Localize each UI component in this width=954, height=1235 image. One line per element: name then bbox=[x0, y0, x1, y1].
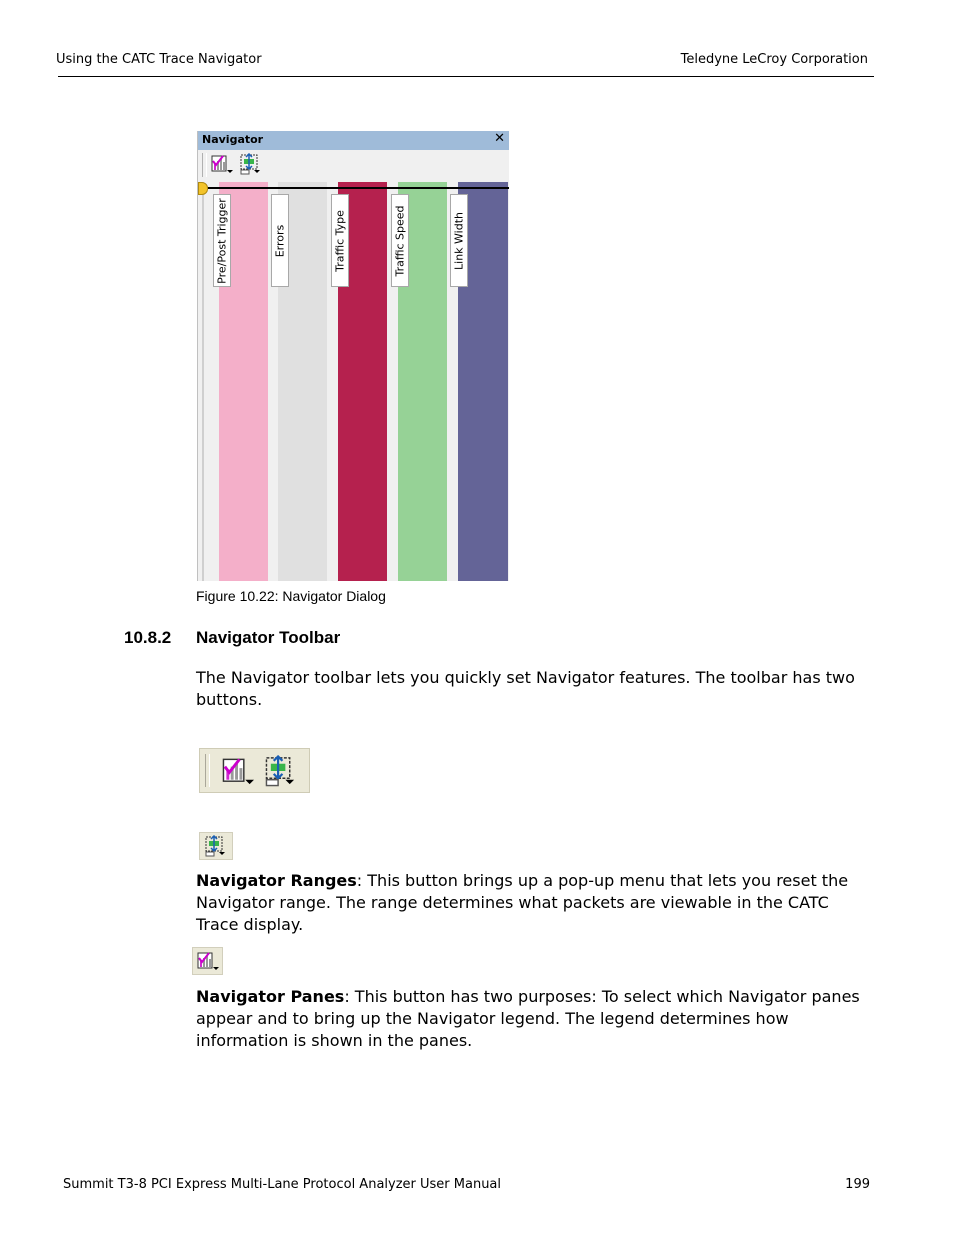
navigator-title: Navigator bbox=[202, 133, 264, 146]
navigator-panes-icon[interactable] bbox=[210, 153, 234, 175]
section-number: 10.8.2 bbox=[124, 628, 172, 647]
footer-manual-title: Summit T3-8 PCI Express Multi-Lane Protocol Analyzer User Manual bbox=[63, 1177, 502, 1192]
pane-tab-traffic-speed[interactable] bbox=[391, 194, 409, 287]
pane-tab-pre-post-trigger[interactable] bbox=[213, 194, 231, 287]
navigator-ranges-icon[interactable] bbox=[263, 755, 299, 787]
navigator-ranges-icon bbox=[204, 835, 228, 857]
pane-divider bbox=[202, 182, 204, 581]
pane-tab-traffic-type[interactable] bbox=[331, 194, 349, 287]
navigator-dialog bbox=[197, 131, 509, 581]
navigator-panes-text: : This button has two purposes: To select which Navigator panes appear and to bring up the Navigator legend. The legend determines how information is shown in the panes. bbox=[196, 987, 860, 1050]
pane-label: Errors bbox=[273, 224, 287, 257]
trigger-marker-icon[interactable] bbox=[198, 182, 208, 195]
navigator-ranges-icon[interactable] bbox=[239, 153, 263, 175]
navigator-panes-description bbox=[196, 986, 876, 1052]
pane-label: Link Width bbox=[452, 211, 466, 270]
navigator-panes-term: Navigator Panes bbox=[196, 987, 345, 1006]
navigator-ranges-text: : This button brings up a pop-up menu that lets you reset the Navigator range. The range determines what packets are viewable in the CATC Trace display. bbox=[196, 871, 849, 934]
navigator-panes-icon[interactable] bbox=[220, 755, 256, 787]
toolbar-image bbox=[199, 748, 310, 793]
figure-caption: Figure 10.22: Navigator Dialog bbox=[196, 588, 386, 604]
section-title: Navigator Toolbar bbox=[196, 628, 341, 647]
navigator-ranges-term: Navigator Ranges bbox=[196, 871, 357, 890]
position-line bbox=[202, 187, 509, 189]
header-right: Teledyne LeCroy Corporation bbox=[680, 52, 868, 67]
pane-tab-link-width[interactable] bbox=[450, 194, 468, 287]
toolbar-grip bbox=[205, 754, 210, 787]
section-intro: The Navigator toolbar lets you quickly set Navigator features. The toolbar has two buttons. bbox=[196, 668, 855, 709]
toolbar-grip[interactable] bbox=[202, 153, 207, 177]
navigator-panes-icon bbox=[196, 950, 220, 972]
header-left: Using the CATC Trace Navigator bbox=[56, 52, 262, 67]
navigator-title-bar bbox=[198, 131, 509, 150]
page-number: 199 bbox=[845, 1177, 870, 1192]
pane-label: Pre/Post Trigger bbox=[215, 197, 229, 284]
navigator-panes bbox=[198, 182, 509, 581]
close-icon[interactable]: ✕ bbox=[494, 131, 505, 146]
pane-label: Traffic Speed bbox=[393, 204, 407, 277]
navigator-ranges-description bbox=[196, 870, 876, 936]
pane-label: Traffic Type bbox=[333, 209, 347, 272]
navigator-toolbar bbox=[198, 150, 509, 182]
navigator-panes-button[interactable] bbox=[192, 947, 223, 975]
header-rule bbox=[58, 76, 874, 77]
pane-tab-errors[interactable] bbox=[271, 194, 289, 287]
navigator-ranges-button[interactable] bbox=[199, 832, 233, 860]
